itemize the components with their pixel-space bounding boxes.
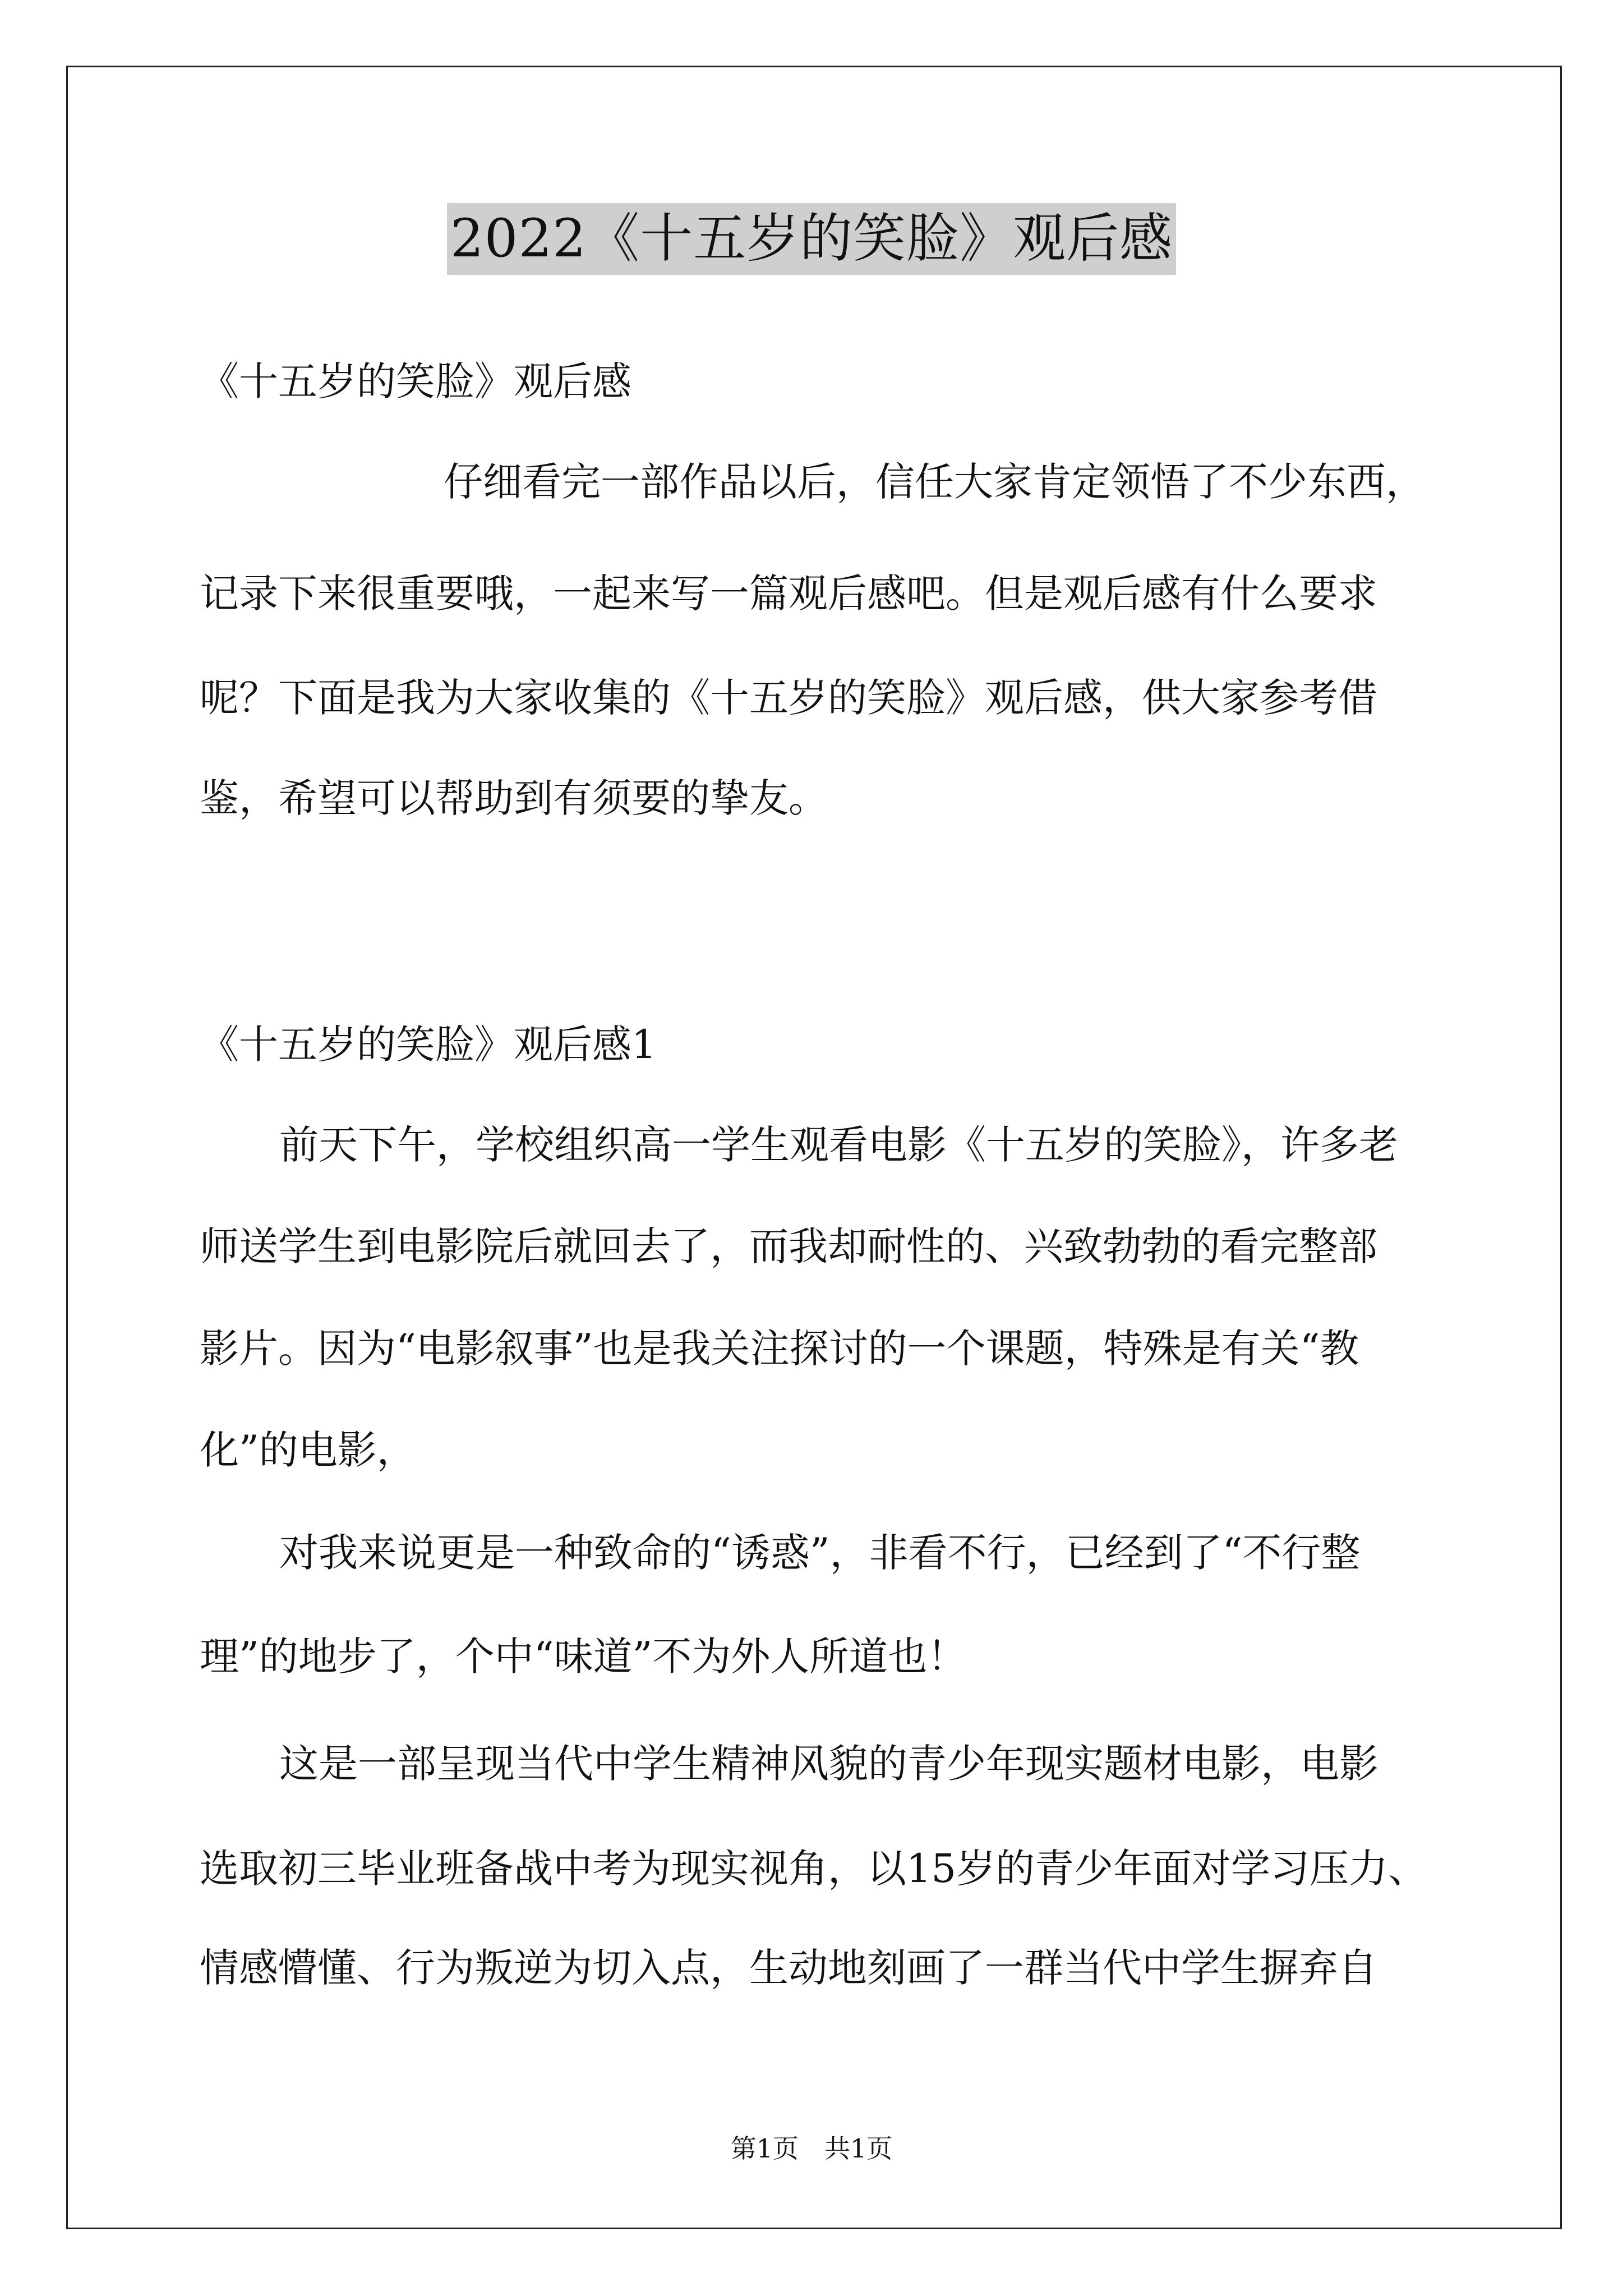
paragraph-line: 前天下午，学校组织高一学生观看电影《十五岁的笑脸》，许多老 [279,1122,1398,1168]
paragraph-line: 呢？下面是我为大家收集的《十五岁的笑脸》观后感，供大家参考借 [200,675,1377,721]
section-heading-1: 《十五岁的笑脸》观后感1 [200,1022,657,1068]
paragraph-line: 鉴，希望可以帮助到有须要的挚友。 [200,775,828,821]
paragraph-line: 仔细看完一部作品以后，信任大家肯定领悟了不少东西， [444,459,1425,505]
paragraph-line: 对我来说更是一种致命的“诱惑”，非看不行，已经到了“不行整 [279,1530,1361,1576]
paragraph-line: 记录下来很重要哦，一起来写一篇观后感吧。但是观后感有什么要求 [200,570,1377,616]
title-wrap [0,203,1623,275]
page-footer: 第1页 共1页 [730,2133,893,2164]
paragraph-line: 选取初三毕业班备战中考为现实视角，以15岁的青少年面对学习压力、 [200,1846,1428,1892]
paragraph-line: 化”的电影， [200,1427,416,1473]
paragraph-line: 影片。因为“电影叙事”也是我关注探讨的一个课题，特殊是有关“教 [200,1326,1359,1372]
document-title: 2022《十五岁的笑脸》观后感 [447,203,1176,275]
paragraph-line: 情感懵懂、行为叛逆为切入点，生动地刻画了一群当代中学生摒弃自 [200,1945,1377,1991]
section-heading-intro: 《十五岁的笑脸》观后感 [200,358,631,404]
paragraph-line: 这是一部呈现当代中学生精神风貌的青少年现实题材电影，电影 [279,1741,1378,1787]
paragraph-line: 师送学生到电影院后就回去了，而我却耐性的、兴致勃勃的看完整部 [200,1223,1377,1269]
paragraph-line: 理”的地步了，个中“味道”不为外人所道也！ [200,1634,967,1680]
